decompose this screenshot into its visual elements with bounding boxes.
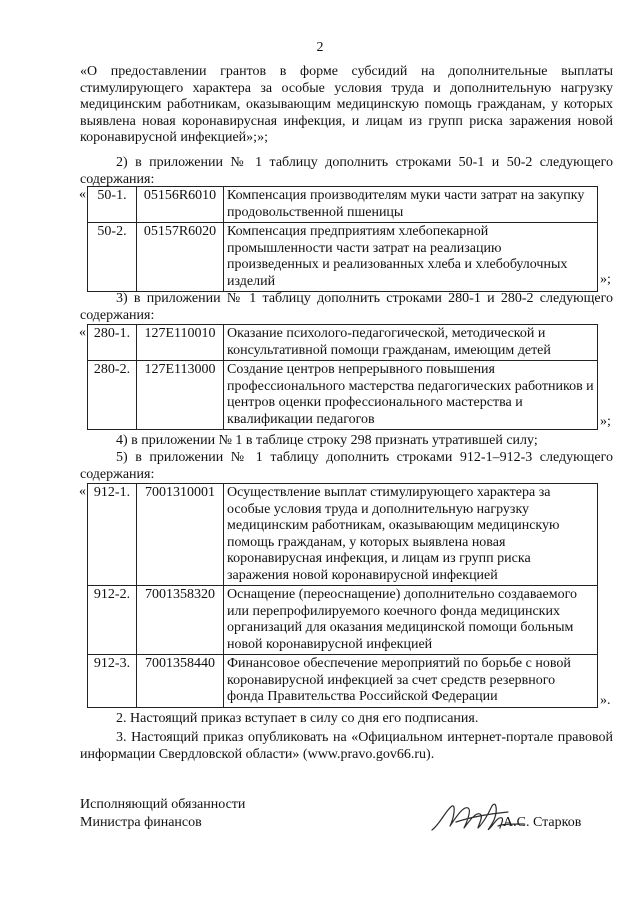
row-number: 912-3. — [88, 655, 137, 708]
row-number: 50-2. — [88, 223, 137, 292]
row-description: Компенсация предприятиям хлебопекарной промышленности части затрат на реализацию произведенных и реализованных хлеба и хлебобулочных изделий — [224, 223, 598, 292]
table2-open-quote: « — [79, 325, 86, 340]
table-row — [88, 361, 598, 430]
intro-paragraph: «О предоставлении грантов в форме субсидий на дополнительные выплаты стимулирующего характера за особые условия труда и дополнительную нагрузку медицинским работникам, оказывающим медицинскую помощь гражданам, у которых выявлена новая коронавирусная инфекция, и лицам из групп риска заражения новой коронавирусной инфекцией»;»; — [80, 64, 613, 145]
row-code: 7001358320 — [137, 586, 224, 655]
table-row — [88, 325, 598, 361]
row-description: Создание центров непрерывного повышения профессионального мастерства педагогических работников и центров оценки профессионального мастерства и квалификации педагогов — [224, 361, 598, 430]
table2-close-quote: »; — [600, 414, 611, 429]
row-code: 05156R6010 — [137, 187, 224, 223]
item-4-paragraph: 4) в приложении № 1 в таблице строку 298 признать утратившей силу; — [116, 433, 538, 448]
row-number: 280-2. — [88, 361, 137, 430]
table3-open-quote: « — [79, 484, 86, 499]
table1-open-quote: « — [79, 187, 86, 202]
row-code: 05157R6020 — [137, 223, 224, 292]
signatory-position-line-2: Министра финансов — [80, 815, 202, 830]
table-1 — [87, 186, 598, 292]
table-row — [88, 484, 598, 586]
row-description: Финансовое обеспечение мероприятий по борьбе с новой коронавирусной инфекцией за счет средств резервного фонда Правительства Российской Федерации — [224, 655, 598, 708]
item-3-paragraph: 3) в приложении № 1 таблицу дополнить строками 280-1 и 280-2 следующего содержания: — [80, 291, 613, 323]
table-2 — [87, 324, 598, 430]
item-2-paragraph: 2) в приложении № 1 таблицу дополнить строками 50-1 и 50-2 следующего содержания: — [80, 155, 613, 187]
table-row — [88, 655, 598, 708]
row-description: Компенсация производителям муки части затрат на закупку продовольственной пшеницы — [224, 187, 598, 223]
paragraph-2: 2. Настоящий приказ вступает в силу со дня его подписания. — [116, 711, 479, 726]
row-code: 127E113000 — [137, 361, 224, 430]
row-code: 127E110010 — [137, 325, 224, 361]
row-number: 50-1. — [88, 187, 137, 223]
row-description: Осуществление выплат стимулирующего характера за особые условия труда и дополнительную нагрузку медицинским работникам, оказывающим медицинскую помощь гражданам, у которых выявлена новая коронавирусная инфекция, и лицам из групп риска заражения новой коронавирусной инфекцией — [224, 484, 598, 586]
table-3 — [87, 483, 598, 708]
table-row — [88, 223, 598, 292]
row-number: 280-1. — [88, 325, 137, 361]
row-number: 912-1. — [88, 484, 137, 586]
signatory-name: А.С. Старков — [503, 815, 582, 830]
item-5-paragraph: 5) в приложении № 1 таблицу дополнить строками 912-1–912-3 следующего содержания: — [80, 450, 613, 482]
row-description: Оказание психолого-педагогической, методической и консультативной помощи гражданам, имеющим детей — [224, 325, 598, 361]
table-row — [88, 187, 598, 223]
table-row — [88, 586, 598, 655]
row-number: 912-2. — [88, 586, 137, 655]
page-number: 2 — [316, 40, 324, 55]
table1-close-quote: »; — [600, 272, 611, 287]
row-code: 7001310001 — [137, 484, 224, 586]
row-description: Оснащение (переоснащение) дополнительно создаваемого или перепрофилируемого коечного фонда медицинских организаций для оказания медицинской помощи больным новой коронавирусной инфекцией — [224, 586, 598, 655]
paragraph-3: 3. Настоящий приказ опубликовать на «Официальном интернет-портале правовой информации Свердловской области» (www.pravo.gov66.ru). — [80, 730, 613, 762]
row-code: 7001358440 — [137, 655, 224, 708]
table3-close-quote: ». — [600, 693, 611, 708]
signatory-position-line-1: Исполняющий обязанности — [80, 797, 246, 812]
